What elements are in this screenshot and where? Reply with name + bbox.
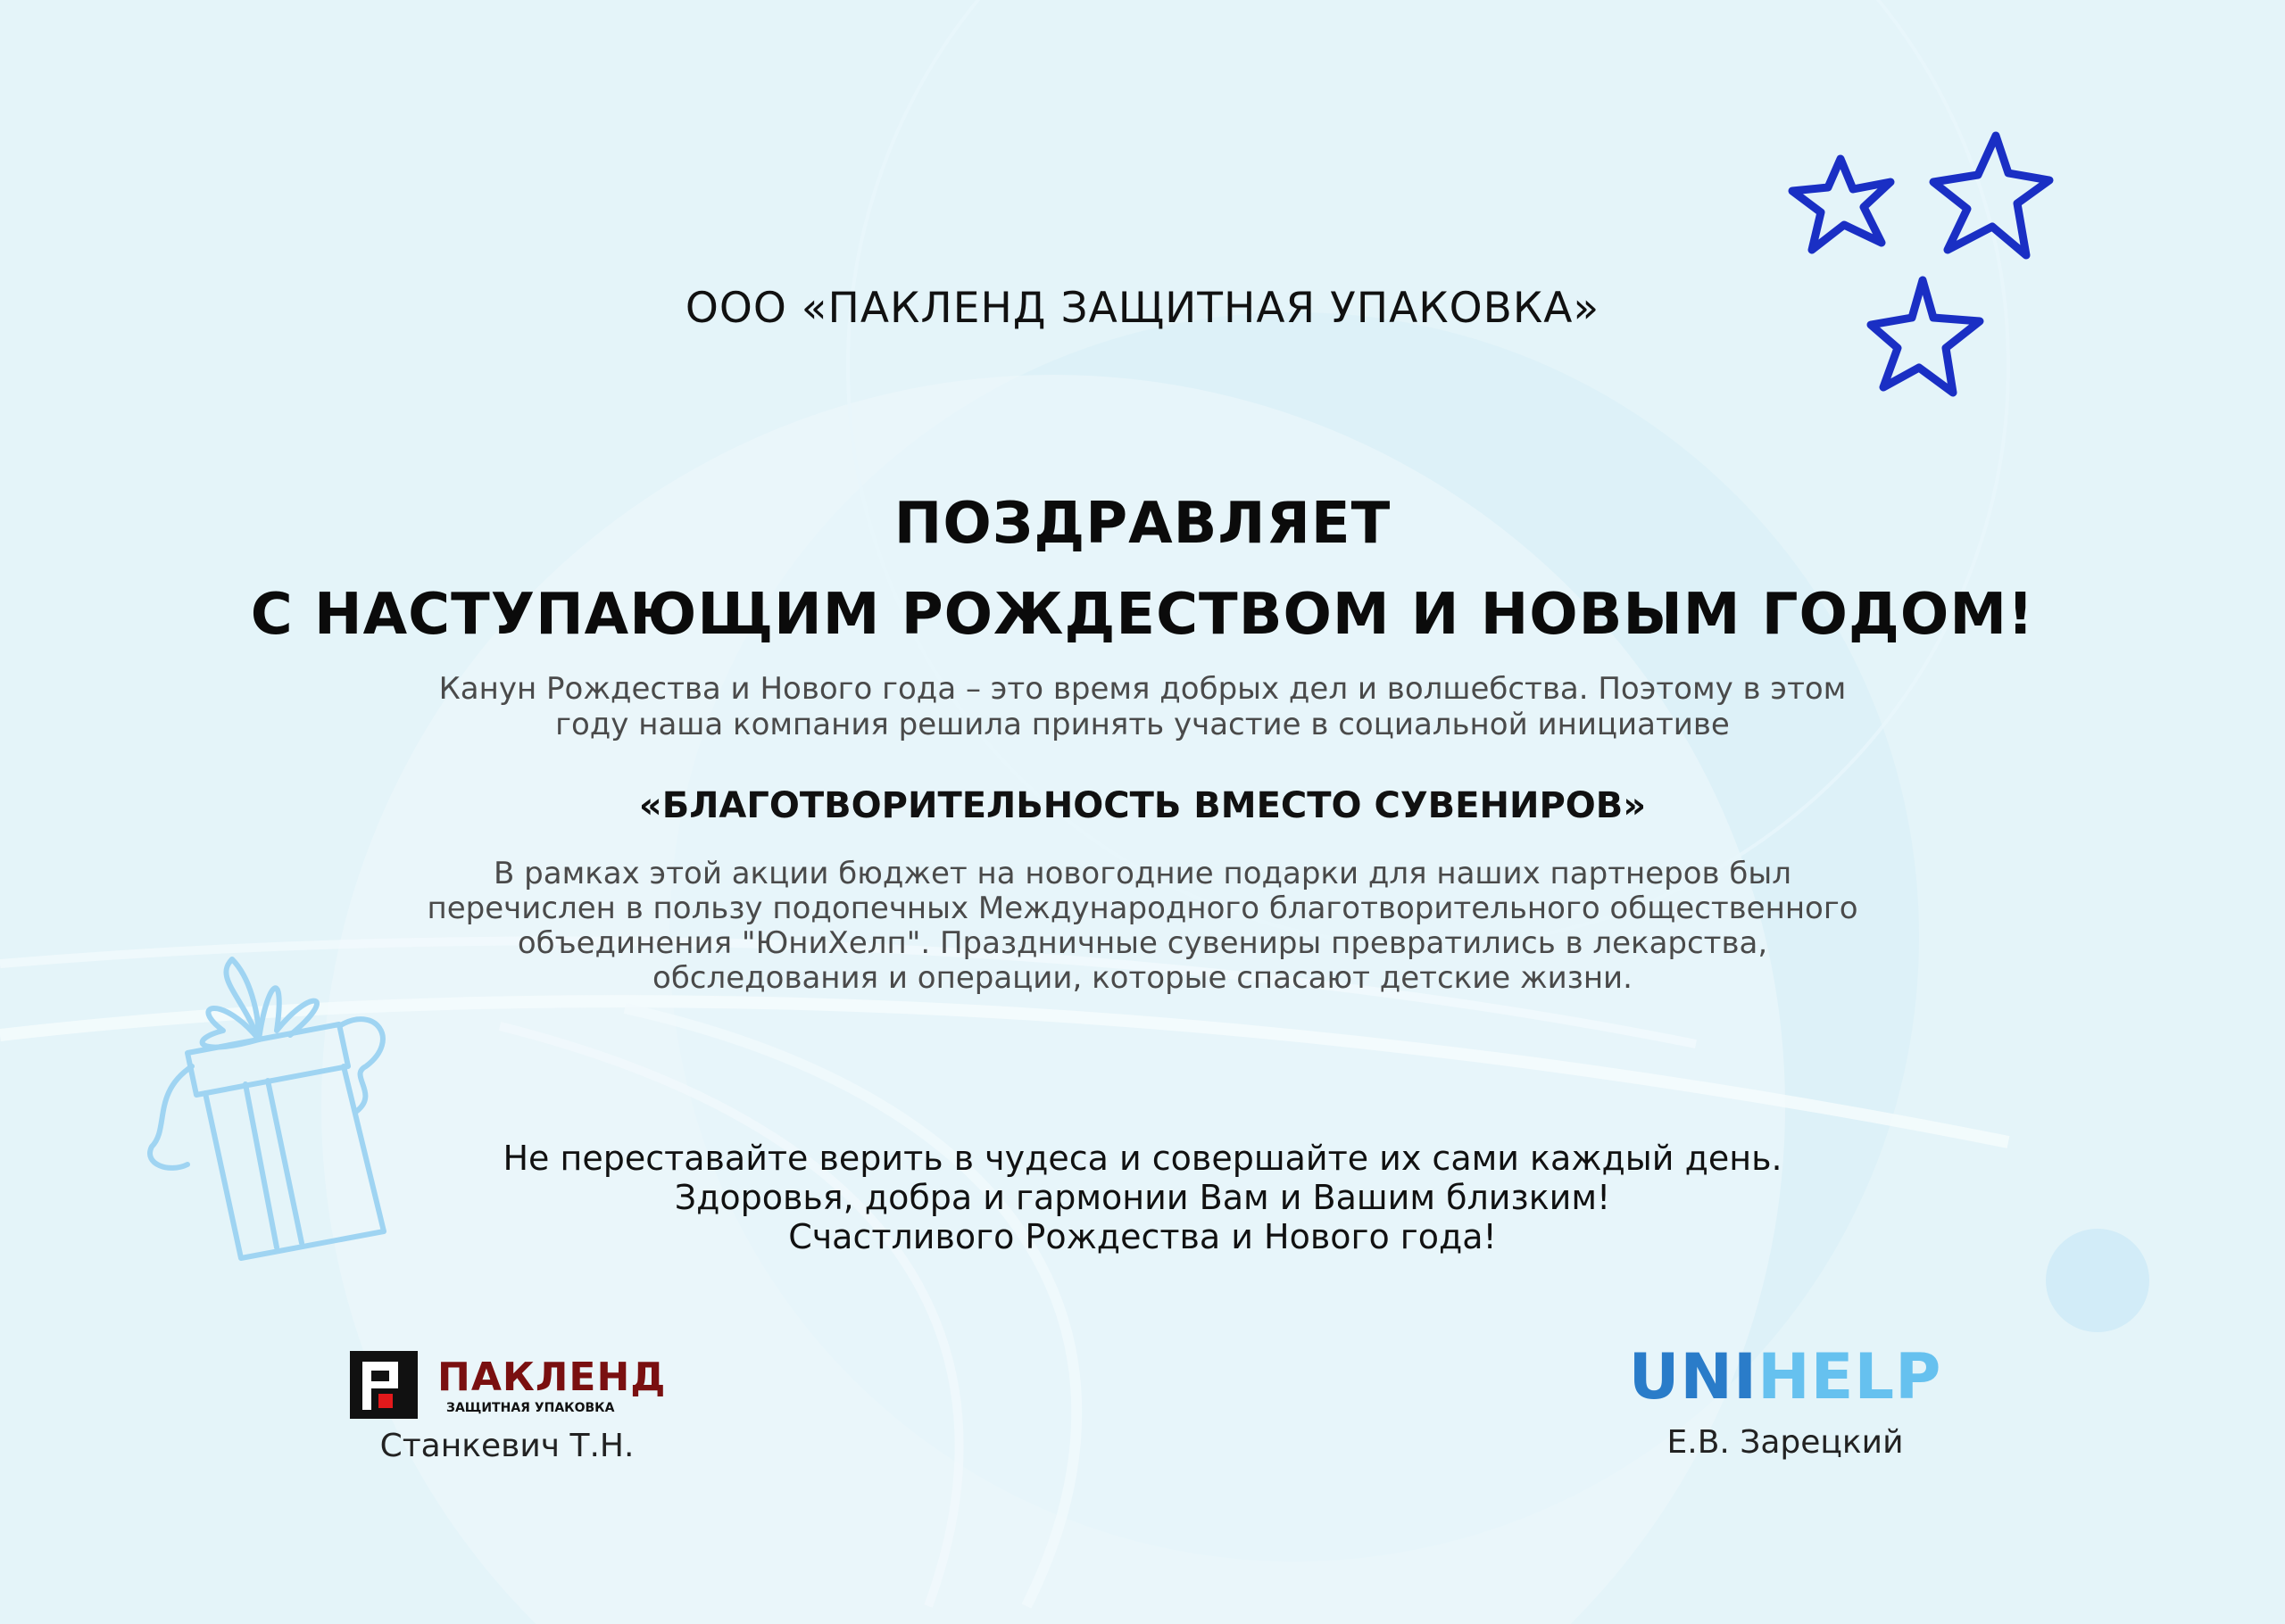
body-line-4: обследования и операции, которые спасают детские жизни. [652,960,1633,996]
paklend-logo-icon [350,1351,418,1419]
closing-paragraph [0,1139,2285,1256]
star-icon [1924,128,2058,264]
page-title [0,478,2285,660]
unihelp-logo [1624,1340,1946,1413]
intro-line-2: году наша компания решила принять участие в социальной инициативе [555,707,1730,742]
body-line-3: объединения "ЮниХелп". Праздничные сувениры превратились в лекарства, [517,925,1768,961]
signature-right-name: Е.В. Зарецкий [1666,1424,1904,1461]
paklend-logo-subtext: ЗАЩИТНАЯ УПАКОВКА [446,1401,615,1415]
headline-line-1: ПОЗДРАВЛЯЕТ [893,491,1392,557]
closing-line-2: Здоровья, добра и гармонии Вам и Вашим близким! [674,1178,1611,1217]
paklend-logo-text: ПАКЛЕНД [437,1355,667,1400]
body-line-2: перечислен в пользу подопечных Международного благотворительного общественного [427,891,1858,926]
body-paragraph [0,857,2285,996]
initiative-title: «БЛАГОТВОРИТЕЛЬНОСТЬ ВМЕСТО СУВЕНИРОВ» [638,785,1647,826]
body-line-1: В рамках этой акции бюджет на новогодние подарки для наших партнеров был [494,856,1791,891]
headline-line-2: С НАСТУПАЮЩИМ РОЖДЕСТВОМ И НОВЫМ ГОДОМ! [250,582,2035,648]
unihelp-logo-uni: UNI [1628,1340,1758,1413]
intro-paragraph [0,671,2285,742]
paklend-logo [350,1349,671,1421]
star-icon [1785,152,1901,259]
signature-left-name: Станкевич Т.Н. [379,1428,635,1464]
unihelp-logo-help: HELP [1757,1340,1942,1413]
company-name: ООО «ПАКЛЕНД ЗАЩИТНАЯ УПАКОВКА» [685,284,1600,333]
closing-line-3: Счастливого Рождества и Нового года! [788,1217,1497,1256]
closing-line-1: Не переставайте верить в чудеса и совершайте их сами каждый день. [503,1139,1782,1178]
intro-line-1: Канун Рождества и Нового года – это время добрых дел и волшебства. Поэтому в этом [438,671,1847,707]
